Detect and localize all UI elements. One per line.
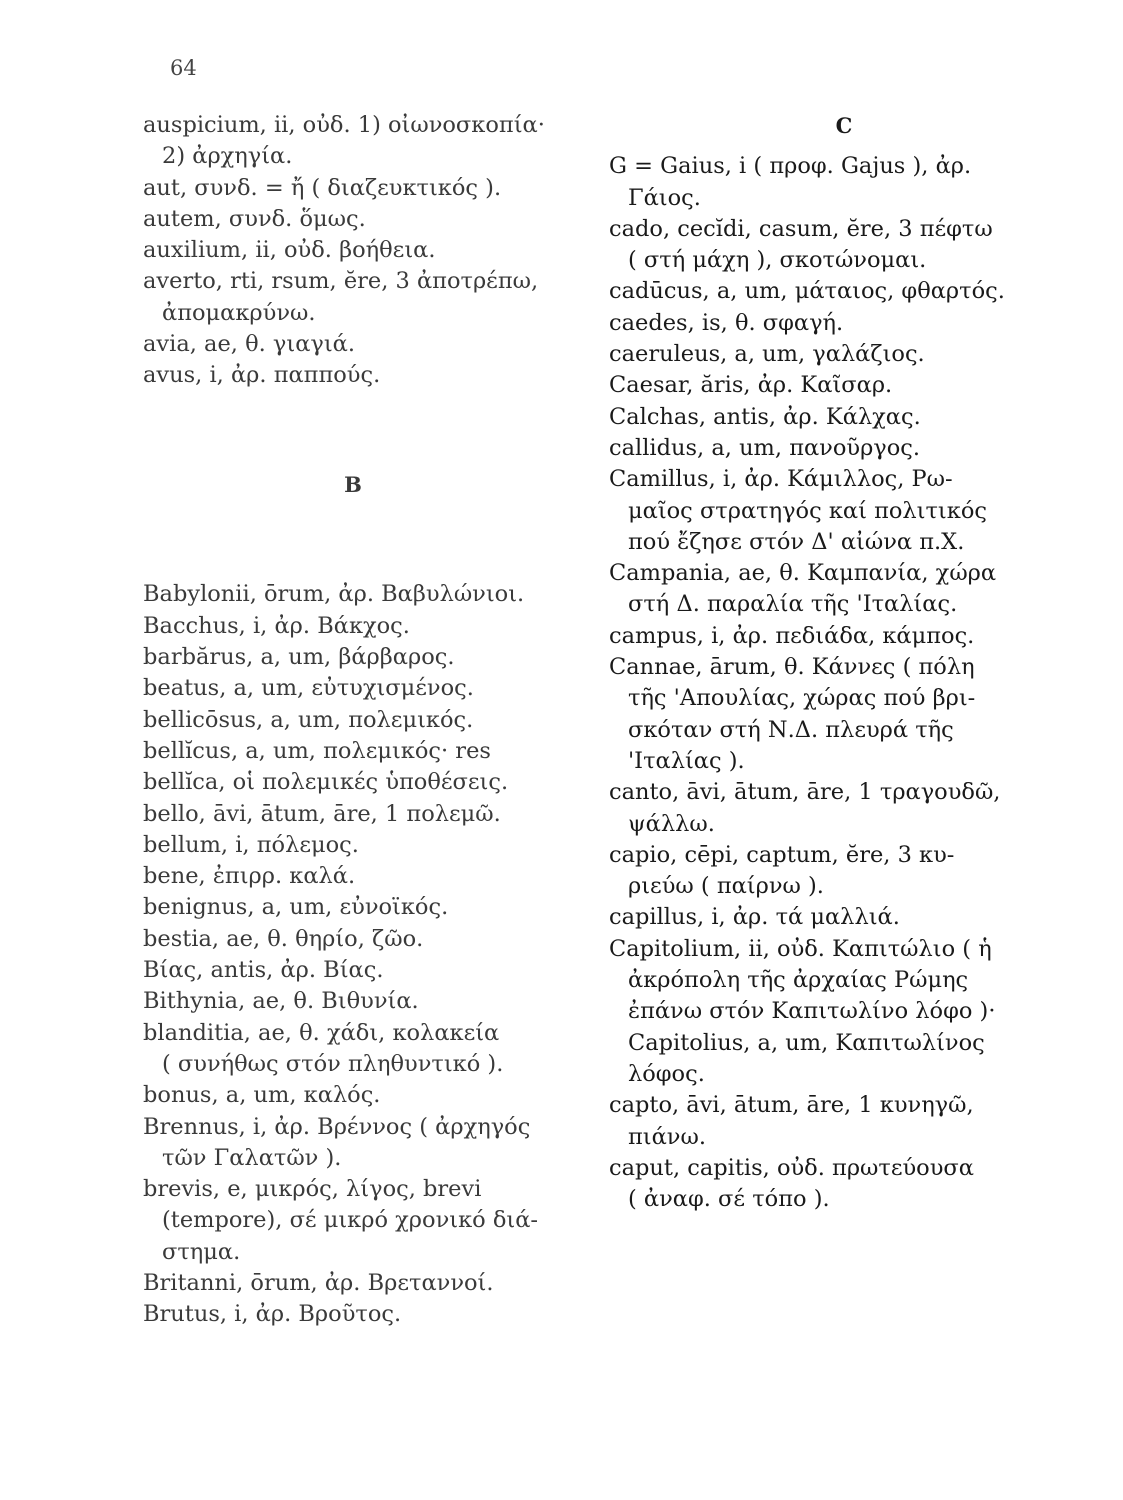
entry-line: brevis, e, μικρός, λίγος, brevi [143,1176,482,1203]
entry-line: auxilium, ii, οὐδ. βοήθεια. [143,237,436,264]
spacer [143,517,563,580]
entry-line: canto, āvi, ātum, āre, 1 τραγουδῶ, [609,779,1001,806]
section-c-entries [609,151,1079,1215]
entry-line: bello, āvi, ātum, āre, 1 πολεμῶ. [143,800,501,827]
entry-line: capio, cēpi, captum, ĕre, 3 κυ- [609,841,955,868]
entry-line: ψάλλω. [628,810,715,837]
entry-line: bestia, ae, θ. θηρίο, ζῶο. [143,925,424,952]
entry-line: cadūcus, a, um, μάταιος, φθαρτός. [609,278,1005,305]
section-a-entries [143,110,563,392]
entry-line: Bithynia, ae, θ. Βιθυνία. [143,988,419,1015]
entry-line: Caesar, ăris, ἀρ. Καῖσαρ. [609,372,893,399]
entry-line: 2) ἀρχηγία. [162,143,293,170]
entry-line: Bacchus, i, ἀρ. Βάκχος. [143,612,410,639]
entry-line: Capitolius, a, um, Καπιτωλίνος [628,1029,985,1056]
entry-line: Camillus, i, ἀρ. Κάμιλλος, Ρω- [609,466,953,493]
entry-line: τῶν Γαλατῶν ). [162,1144,342,1171]
entry-line: ἀκρόπολη τῆς ἀρχαίας Ρώμης [628,967,969,994]
entry-line: Babylonii, ōrum, ἀρ. Βαβυλώνιοι. [143,581,525,608]
entry-line: Γάιος. [628,184,701,211]
entry-line: σκόταν στή Ν.Δ. πλευρά τῆς [628,716,954,743]
entry-line: auspicium, ii, οὐδ. 1) οἰωνοσκοπία· [143,112,545,138]
entry-line: τῆς 'Απουλίας, χώρας πού βρι- [628,685,976,712]
entry-line: bellĭcus, a, um, πολεμικός· res [143,737,491,764]
entry-line: Brutus, i, ἀρ. Βροῦτος. [143,1301,402,1328]
page-number: 64 [170,56,197,80]
entry-line: callidus, a, um, πανοῦργος. [609,434,921,461]
entry-line: Capitolium, ii, οὐδ. Καπιτώλιο ( ἡ [609,935,992,962]
entry-line: aut, συνδ. = ἤ ( διαζευκτικός ). [143,174,502,201]
entry-line: averto, rti, rsum, ĕre, 3 ἀποτρέπω, [143,268,539,295]
entry-line: Cannae, ārum, θ. Κάννες ( πόλη [609,654,975,681]
entry-line: πιάνω. [628,1123,706,1150]
entry-line: avia, ae, θ. γιαγιά. [143,331,356,358]
spacer [143,392,563,455]
entry-line: 'Ιταλίας ). [628,747,745,774]
entry-line: ( στή μάχη ), σκοτώνομαι. [628,247,927,274]
entry-line: (tempore), σέ μικρό χρονικό διά- [162,1207,539,1234]
entry-line: Βίας, antis, ἀρ. Βίας. [143,957,384,984]
entry-line: capillus, i, ἀρ. τά μαλλιά. [609,904,900,931]
entry-line: benignus, a, um, εὐνοϊκός. [143,894,449,921]
section-b-heading: B [344,472,362,498]
entry-line: beatus, a, um, εὐτυχισμένος. [143,675,474,702]
entry-line: πού ἔζησε στόν Δ' αἰώνα π.Χ. [628,528,965,555]
entry-line: bene, ἐπιρρ. καλά. [143,863,356,890]
entry-line: barbărus, a, um, βάρβαρος. [143,644,455,671]
entry-line: λόφος. [628,1060,705,1087]
entry-line: ἐπάνω στόν Καπιτωλίνο λόφο )· [628,998,996,1025]
entry-line: Campania, ae, θ. Καμπανία, χώρα [609,560,997,587]
entry-line: bonus, a, um, καλός. [143,1082,381,1109]
entry-line: μαῖος στρατηγός καί πολιτικός [628,497,987,524]
entry-line: στημα. [162,1238,241,1265]
entry-line: Calchas, antis, ἀρ. Κάλχας. [609,403,921,430]
entry-line: avus, i, ἀρ. παππούς. [143,362,381,389]
section-b-entries [143,579,563,1330]
entry-line: Brennus, i, ἀρ. Βρέννος ( ἀρχηγός [143,1113,531,1140]
entry-line: bellicōsus, a, um, πολεμικός. [143,706,474,733]
entry-line: Britanni, ōrum, ἀρ. Βρεταννοί. [143,1269,494,1296]
entry-line: ( ἀναφ. σέ τόπο ). [628,1186,830,1213]
entry-line: blanditia, ae, θ. χάδι, κολακεία [143,1019,500,1046]
entry-line: bellum, i, πόλεμος. [143,831,359,858]
entry-line: ( συνήθως στόν πληθυντικό ). [162,1050,504,1077]
entry-line: G = Gaius, i ( προφ. Gajus ), ἀρ. [609,153,972,180]
entry-line: caput, capitis, οὐδ. πρωτεύουσα [609,1154,974,1181]
entry-line: campus, i, ἀρ. πεδιάδα, κάμπος. [609,622,975,649]
entry-line: caeruleus, a, um, γαλάζιος. [609,341,925,368]
section-c-heading: C [835,113,853,138]
entry-line: caedes, is, θ. σφαγή. [609,309,844,336]
entry-line: cado, cecĭdi, casum, ĕre, 3 πέφτω [609,215,993,242]
left-column [143,110,563,1331]
entry-line: autem, συνδ. ὅμως. [143,205,366,232]
entry-line: bellĭca, οἱ πολεμικές ὑποθέσεις. [143,769,509,796]
entry-line: στή Δ. παραλία τῆς 'Ιταλίας. [628,591,958,618]
entry-line: ριεύω ( παίρνω ). [628,873,824,900]
entry-line: capto, āvi, ātum, āre, 1 κυνηγῶ, [609,1092,974,1119]
spacer [609,141,1079,151]
entry-line: ἀπομακρύνω. [162,299,316,326]
right-column [609,110,1079,1215]
